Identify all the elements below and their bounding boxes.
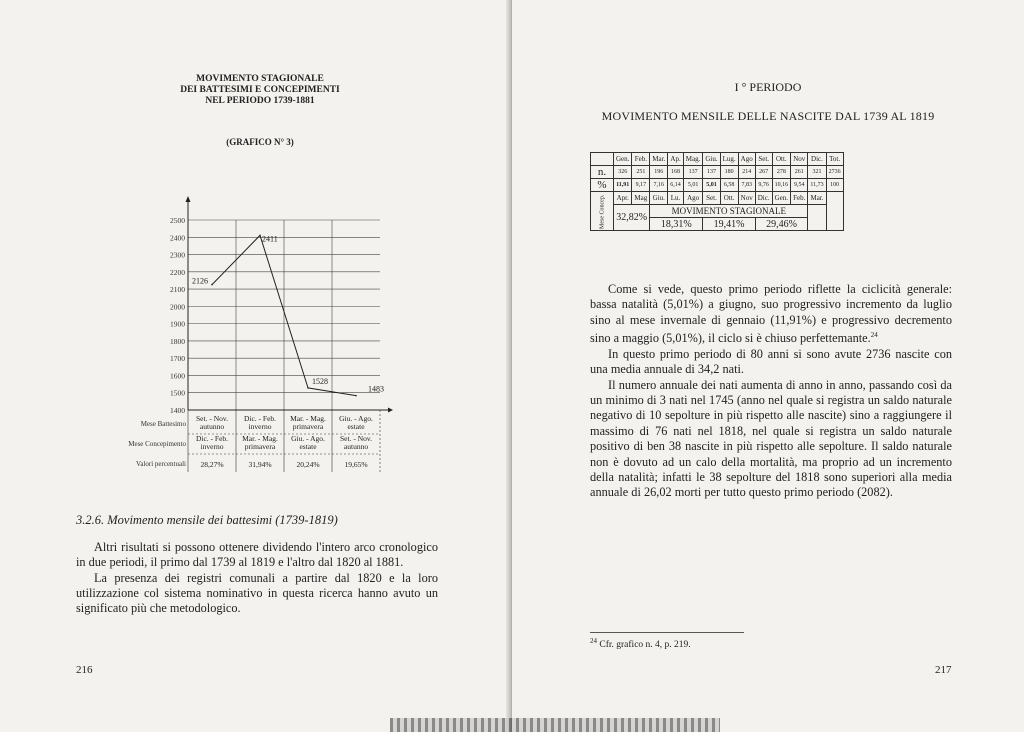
table-cell: 5,01 <box>703 179 720 192</box>
battesimo-cell: Dic. - Feb. <box>243 414 277 423</box>
y-tick-label: 1900 <box>170 319 185 329</box>
table-cell: 6,58 <box>720 179 738 192</box>
table-cell <box>591 153 614 166</box>
battesimo-cell: autunno <box>199 422 225 431</box>
data-point <box>355 395 357 397</box>
table-cell: Giu. <box>650 192 668 205</box>
stagionale-label: MOVIMENTO STAGIONALE <box>650 205 808 218</box>
paragraph: Il numero annuale dei nati aumenta di anno in anno, passando così da un minimo di 3 nati nel 1745 (anno nel quale si registra un saldo naturale negativo di 10 sepolture in più rispetto alle nascite) sino a raggiungere il massimo di 76 nati nel 1818, nel quale si registra un saldo naturale positivo di ben 38 nascite in più rispetto alle sepolture. Il saldo naturale non è dovuto ad un calo della mortalità, ma proprio ad un incremento della natalità; infatti le 38 sepolture del 1818 sono superiori alla media annuale di 26,02 morti per tutto questo primo periodo (2082). <box>590 377 952 500</box>
stag-value: 18,31% <box>650 218 703 231</box>
month-header: Dic. <box>808 153 826 166</box>
month-header: Ott. <box>772 153 791 166</box>
battesimo-cell: estate <box>347 422 365 431</box>
table-cell: Apr. <box>614 192 632 205</box>
stag-value: 29,46% <box>755 218 808 231</box>
month-header: Ago <box>738 153 755 166</box>
concepimento-cell: autunno <box>343 442 369 451</box>
table-cell: 6,14 <box>668 179 684 192</box>
table-cell: Nov <box>738 192 755 205</box>
table-row <box>591 166 844 179</box>
battesimo-cell: primavera <box>292 422 324 431</box>
table-cell: 5,01 <box>683 179 703 192</box>
table-row <box>591 192 844 205</box>
left-body-text <box>76 540 438 616</box>
table-cell: Feb. <box>791 192 808 205</box>
point-label: 2411 <box>262 234 278 244</box>
table-cell: 137 <box>683 166 703 179</box>
table-cell: 11,91 <box>614 179 632 192</box>
y-tick-label: 2500 <box>170 216 185 225</box>
paragraph <box>590 282 952 347</box>
table-cell: 180 <box>720 166 738 179</box>
table-cell: Mar. <box>808 192 826 205</box>
table-cell: 9,17 <box>632 179 650 192</box>
table-cell: 168 <box>668 166 684 179</box>
percent-cell: 28,27% <box>200 460 224 469</box>
y-tick-label: 1800 <box>170 336 185 346</box>
point-label: 1528 <box>312 376 328 386</box>
table-cell: 321 <box>808 166 826 179</box>
chart-title-line: NEL PERIODO 1739-1881 <box>205 96 315 106</box>
table-cell: Ago <box>683 192 703 205</box>
concepimento-cell: Giu. - Ago. <box>291 434 325 443</box>
month-header: Mag. <box>683 153 703 166</box>
table-cell: Ott. <box>720 192 738 205</box>
point-label: 1483 <box>368 384 384 394</box>
scan-edge <box>390 718 720 732</box>
percent-cell: 19,65% <box>344 460 368 469</box>
concepimento-cell: Mar. - Mag. <box>242 434 278 443</box>
data-point <box>259 235 261 237</box>
row-label: Mese Concep. <box>591 192 614 231</box>
table-cell: 261 <box>791 166 808 179</box>
month-header: Giu. <box>703 153 720 166</box>
concepimento-cell: Set. - Nov. <box>339 434 373 443</box>
x-axis-arrow <box>388 408 393 413</box>
season-table <box>128 410 380 472</box>
month-header: Mar. <box>650 153 668 166</box>
y-tick-label: 1500 <box>170 388 185 398</box>
figure-caption: 3.2.6. Movimento mensile dei battesimi (1739-1819) <box>76 513 338 527</box>
table-row <box>591 179 844 192</box>
table-row <box>591 205 844 218</box>
month-header: Nov <box>791 153 808 166</box>
y-tick-label: 2400 <box>170 233 185 243</box>
month-header: Set. <box>755 153 772 166</box>
table-cell: 196 <box>650 166 668 179</box>
table-cell: 251 <box>632 166 650 179</box>
page-number: 217 <box>935 664 952 676</box>
footnote <box>590 637 691 650</box>
period-title: I ° PERIODO <box>734 80 802 94</box>
row-label: Valori percentuali <box>136 460 186 468</box>
y-tick-label: 2200 <box>170 267 185 277</box>
paragraph: In questo primo periodo di 80 anni si sono avute 2736 nascite con una media annuale di 34,2 nati. <box>590 346 952 377</box>
y-tick-label: 1600 <box>170 371 185 381</box>
table-cell: 326 <box>614 166 632 179</box>
page-number: 216 <box>76 664 93 676</box>
month-header: Lug. <box>720 153 738 166</box>
table-cell: Dic. <box>755 192 772 205</box>
table-cell: 100 <box>826 179 843 192</box>
table-cell: 137 <box>703 166 720 179</box>
month-header: Ap. <box>668 153 684 166</box>
battesimo-cell: Giu. - Ago. <box>339 414 373 423</box>
table-cell: 9,76 <box>755 179 772 192</box>
monthly-births-table <box>590 152 844 231</box>
battesimo-cell: Set. - Nov. <box>195 414 229 423</box>
y-tick-label: 2100 <box>170 285 185 295</box>
footnote-number: 24 <box>590 637 597 645</box>
concepimento-cell: estate <box>299 442 317 451</box>
table-cell: 9,54 <box>791 179 808 192</box>
table-cell: Lu. <box>668 192 684 205</box>
y-tick-labels <box>170 216 185 415</box>
table-cell: 10,16 <box>772 179 791 192</box>
stag-value: 19,41% <box>703 218 755 231</box>
paragraph-text: Come si vede, questo primo periodo riflette la ciclicità generale: bassa natalità (5,01%) a giugno, suo progressivo incremento da luglio sino al mese invernale di gennaio (11,91%) e progressivo decremento sino a maggio (5,01%), il ciclo si è chiuso perfettemante. <box>590 282 952 346</box>
row-label: Mese Battesimo <box>140 420 186 428</box>
month-header: Feb. <box>632 153 650 166</box>
table-cell: 7,83 <box>738 179 755 192</box>
table-cell: 2736 <box>826 166 843 179</box>
table-cell: Mag <box>632 192 650 205</box>
paragraph: La presenza dei registri comunali a partire dal 1820 e la loro utilizzazione col sistema nominativo in questa ricerca hanno avuto un significato più che metodologico. <box>76 570 438 616</box>
table-row <box>591 153 844 166</box>
percent-cell: 31,94% <box>248 460 272 469</box>
table-title: MOVIMENTO MENSILE DELLE NASCITE DAL 1739 AL 1819 <box>601 109 935 123</box>
paragraph: Altri risultati si possono ottenere dividendo l'intero arco cronologico in due periodi, il primo dal 1739 al 1819 e l'altro dal 1820 al 1881. <box>76 540 438 570</box>
footnote-rule <box>590 632 744 633</box>
concepimento-cell: primavera <box>244 442 276 451</box>
point-labels <box>192 234 384 393</box>
table-cell: Set. <box>703 192 720 205</box>
data-point <box>211 284 213 286</box>
table-cell: 214 <box>738 166 755 179</box>
data-point <box>307 387 309 389</box>
right-body-text <box>590 282 952 501</box>
y-tick-label: 2300 <box>170 250 185 260</box>
row-label: % <box>591 179 614 192</box>
table-cell: 7,16 <box>650 179 668 192</box>
percent-cell: 20,24% <box>296 460 320 469</box>
footnote-ref: 24 <box>870 331 878 340</box>
y-tick-label: 2000 <box>170 302 185 312</box>
table-cell: Gen. <box>772 192 791 205</box>
battesimo-cell: inverno <box>248 422 272 431</box>
stag-value: 32,82% <box>614 205 650 231</box>
chart-title-line: DEI BATTESIMI E CONCEPIMENTI <box>180 85 340 95</box>
chart-title <box>150 74 370 107</box>
concepimento-cell: inverno <box>200 442 224 451</box>
seasonal-chart <box>0 190 510 490</box>
y-tick-label: 1700 <box>170 354 185 364</box>
chart-subtitle: (GRAFICO N° 3) <box>226 137 294 147</box>
month-header: Tot. <box>826 153 843 166</box>
table-cell <box>808 205 826 231</box>
table-cell: 267 <box>755 166 772 179</box>
row-label: Mese Concepimento <box>128 440 186 448</box>
chart-title-line: MOVIMENTO STAGIONALE <box>196 74 324 84</box>
table-cell: 11,73 <box>808 179 826 192</box>
left-page <box>0 0 510 732</box>
battesimo-cell: Mar. - Mag. <box>290 414 326 423</box>
month-header: Gen. <box>614 153 632 166</box>
row-label: n. <box>591 166 614 179</box>
footnote-text: Cfr. grafico n. 4, p. 219. <box>599 640 691 651</box>
table-cell <box>826 192 843 231</box>
table-cell: 278 <box>772 166 791 179</box>
y-axis-arrow <box>186 196 191 202</box>
y-tick-label: 1400 <box>170 406 185 415</box>
chart-grid <box>186 196 394 413</box>
concepimento-cell: Dic. - Feb. <box>195 434 229 443</box>
point-label: 2126 <box>192 276 208 286</box>
